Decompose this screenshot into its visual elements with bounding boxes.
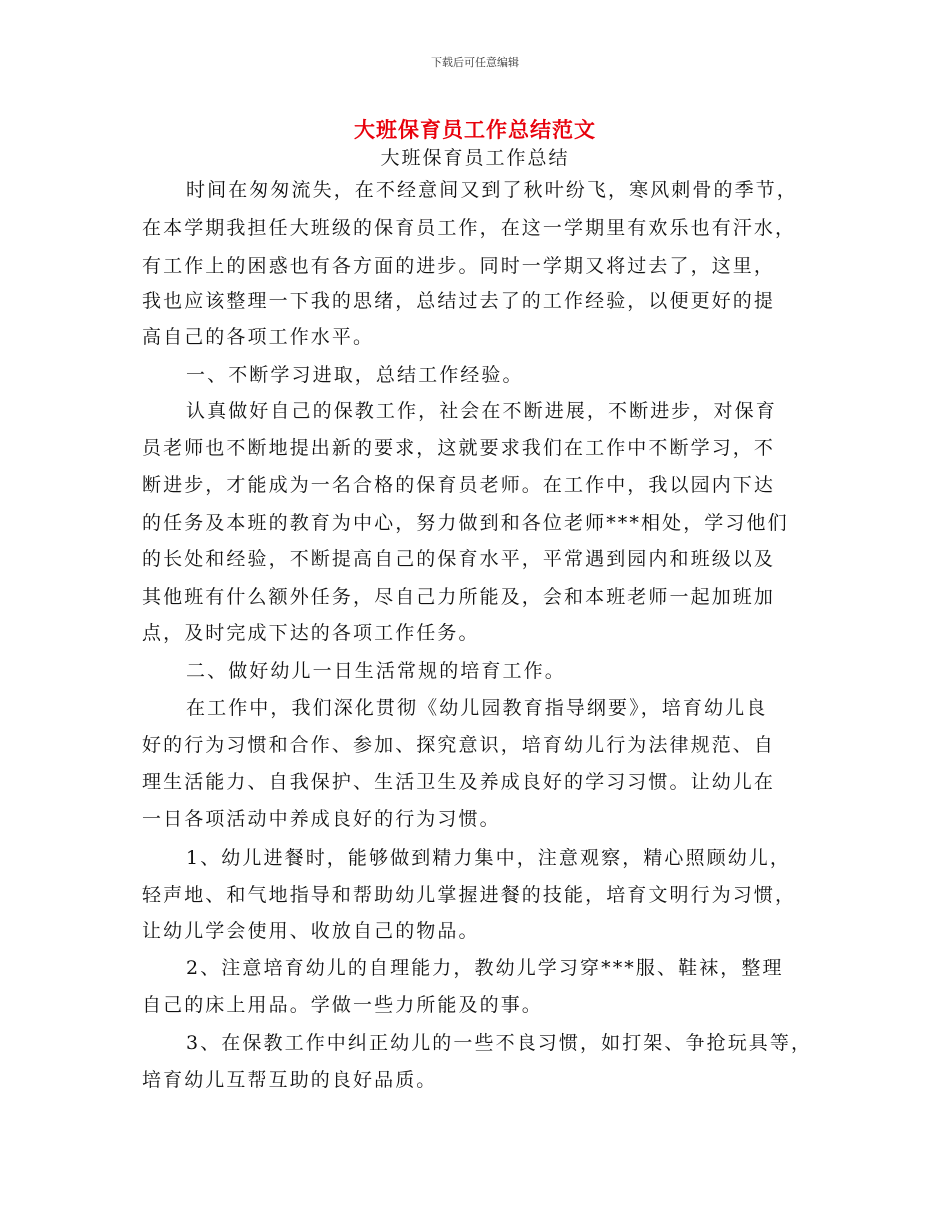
body-line: 的长处和经验，不断提高自己的保育水平，平常遇到园内和班级以及 <box>142 548 776 570</box>
body-line: 认真做好自己的保教工作，社会在不断进展，不断进步，对保育 <box>186 400 777 422</box>
section-heading: 二、做好幼儿一日生活常规的培育工作。 <box>186 660 566 682</box>
section-heading: 一、不断学习进取，总结工作经验。 <box>186 364 524 386</box>
body-line: 理生活能力、自我保护、生活卫生及养成良好的学习习惯。让幼儿在 <box>142 771 776 793</box>
document-subtitle: 大班保育员工作总结 <box>380 147 570 169</box>
body-line: 其他班有什么额外任务，尽自己力所能及，会和本班老师一起加班加 <box>142 586 776 608</box>
body-line: 断进步，才能成为一名合格的保育员老师。在工作中，我以园内下达 <box>142 474 776 496</box>
body-line: 在本学期我担任大班级的保育员工作，在这一学期里有欢乐也有汗水， <box>142 217 797 239</box>
body-line: 的任务及本班的教育为中心，努力做到和各位老师***相处，学习他们 <box>142 512 789 534</box>
body-line: 让幼儿学会使用、收放自己的物品。 <box>142 920 480 942</box>
page-header-note: 下载后可任意编辑 <box>431 56 519 69</box>
body-line: 培育幼儿互帮互助的良好品质。 <box>142 1069 438 1091</box>
body-line: 我也应该整理一下我的思绪，总结过去了的工作经验，以便更好的提 <box>142 290 776 312</box>
document-title: 大班保育员工作总结范文 <box>354 118 596 142</box>
body-line: 员老师也不断地提出新的要求，这就要求我们在工作中不断学习，不 <box>142 437 776 459</box>
body-line: 时间在匆匆流失，在不经意间又到了秋叶纷飞，寒风刺骨的季节， <box>186 179 798 201</box>
list-item: 3、在保教工作中纠正幼儿的一些不良习惯，如打架、争抢玩具等， <box>186 1032 813 1054</box>
body-line: 有工作上的困惑也有各方面的进步。同时一学期又将过去了，这里， <box>142 255 776 277</box>
list-item: 2、注意培育幼儿的自理能力，教幼儿学习穿***服、鞋袜，整理 <box>186 957 784 979</box>
body-line: 自己的床上用品。学做一些力所能及的事。 <box>142 994 543 1016</box>
body-line: 高自己的各项工作水平。 <box>142 326 375 348</box>
body-line: 一日各项活动中养成良好的行为习惯。 <box>142 808 501 830</box>
body-line: 点，及时完成下达的各项工作任务。 <box>142 622 480 644</box>
body-line: 轻声地、和气地指导和帮助幼儿掌握进餐的技能，培育文明行为习惯， <box>142 884 797 906</box>
body-line: 好的行为习惯和合作、参加、探究意识，培育幼儿行为法律规范、自 <box>142 734 776 756</box>
list-item: 1、幼儿进餐时，能够做到精力集中，注意观察，精心照顾幼儿， <box>186 847 791 869</box>
body-line: 在工作中，我们深化贯彻《幼儿园教育指导纲要》，培育幼儿良 <box>186 697 768 719</box>
